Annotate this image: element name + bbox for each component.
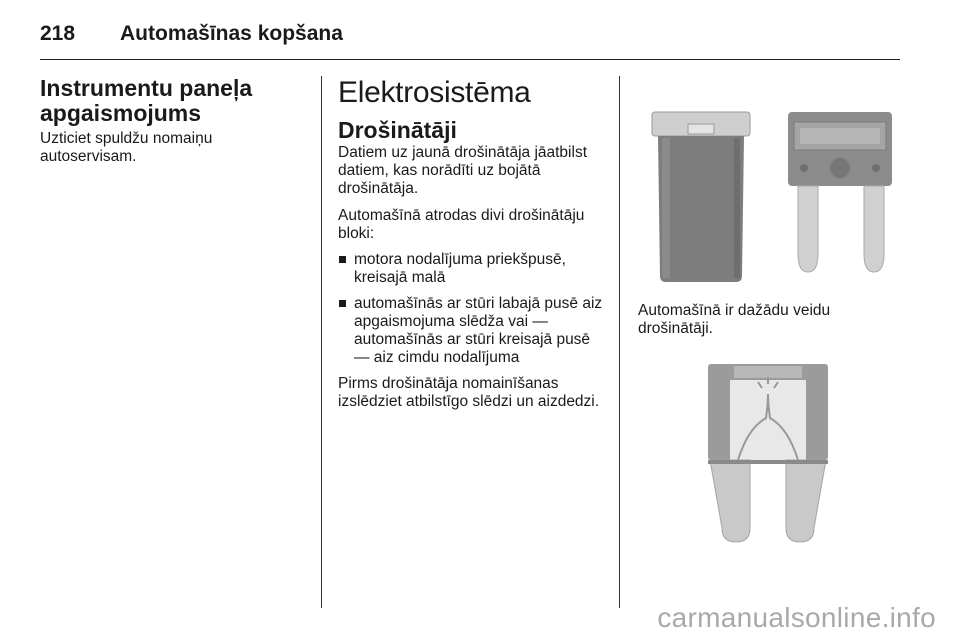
fuse-block-list <box>338 251 608 367</box>
bullet-icon <box>339 300 346 307</box>
watermark: carmanualsonline.info <box>657 602 936 633</box>
maxi-fuse-image <box>638 348 900 556</box>
right-column-caption <box>638 302 900 338</box>
page-title: Automašīnas kopšana <box>120 22 343 45</box>
fuse-types-illustration <box>638 76 900 288</box>
block-fuse-icon <box>652 112 750 282</box>
page-header <box>40 18 900 58</box>
list-item: automašīnās ar stūri labajā pusē aiz apgaismojuma slēdža vai — automašīnās ar stūri kreisajā pusē — aiz cimdu nodalījuma <box>338 295 608 367</box>
section-heading-electrical: Elektrosistēma <box>338 76 531 109</box>
middle-column <box>338 76 608 411</box>
column-divider-2 <box>619 76 620 608</box>
list-item: motora nodalījuma priekšpusē, kreisajā malā <box>338 251 608 287</box>
dashboard-lighting-text: Uzticiet spuldžu nomaiņu autoservisam. <box>40 130 213 165</box>
fuse-types-caption: Automašīnā ir dažādu veidu drošinātāji. <box>638 302 831 337</box>
maxi-fuse-illustration <box>638 348 900 556</box>
maxi-fuse-icon <box>708 364 828 542</box>
fuse-types-image <box>638 76 900 288</box>
section-heading-dashboard-lighting: Instrumentu paneļa apgaismojums <box>40 75 253 126</box>
fuses-para-2: Automašīnā atrodas divi drošinātāju bloki: <box>338 207 585 242</box>
subheading-fuses: Drošinātāji <box>338 117 457 143</box>
bullet-icon <box>339 256 346 263</box>
header-rule <box>40 59 900 60</box>
left-column <box>40 76 310 166</box>
fuses-para-1: Datiem uz jaunā drošinātāja jāatbilst datiem, kas norādīti uz bojātā drošinātāja. <box>338 144 587 197</box>
column-divider-1 <box>321 76 322 608</box>
fuses-para-3: Pirms drošinātāja nomainīšanas izslēdziet atbilstīgo slēdzi un aizdedzi. <box>338 375 600 410</box>
mini-fuse-icon <box>788 112 892 272</box>
page-number: 218 <box>40 22 76 45</box>
